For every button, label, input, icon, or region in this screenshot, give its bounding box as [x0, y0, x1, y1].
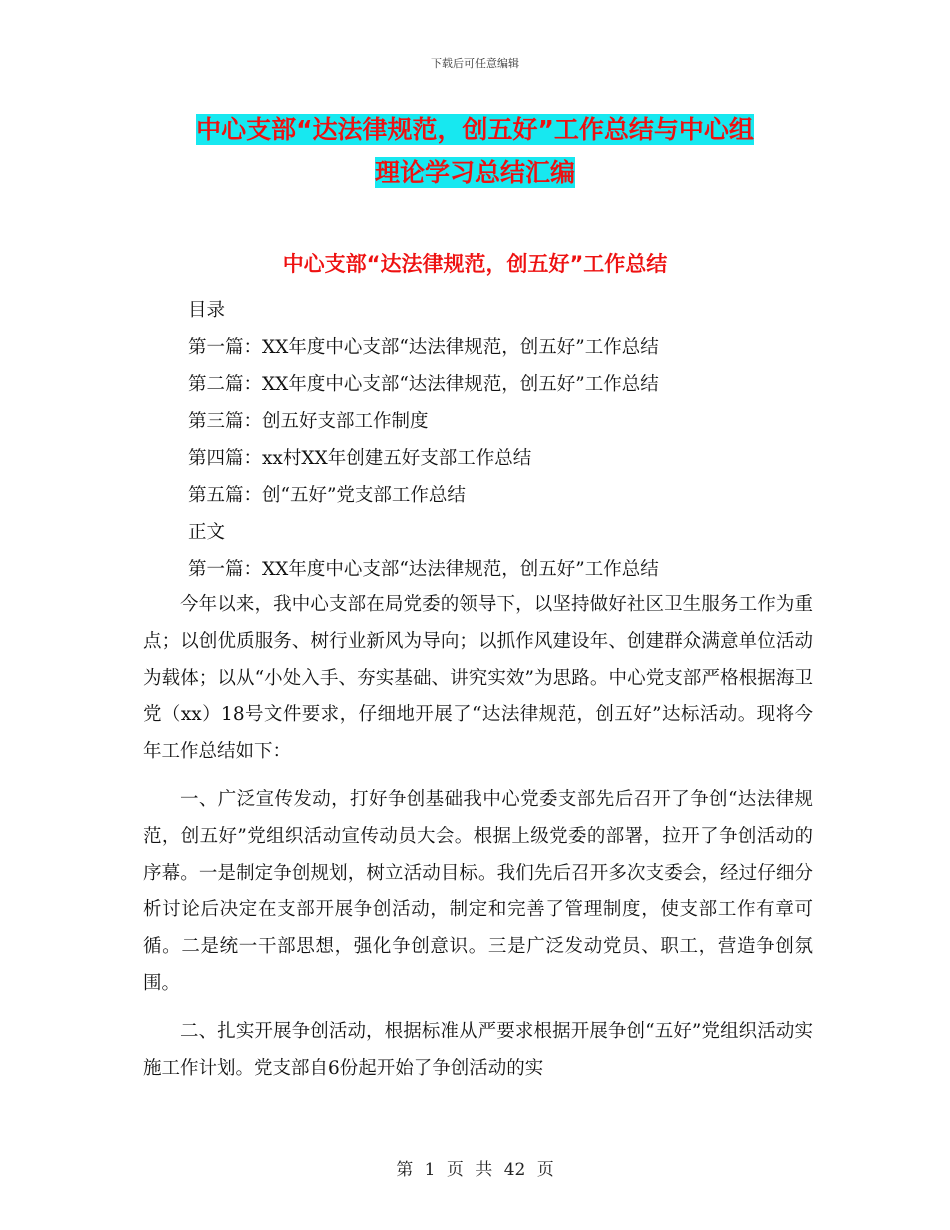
body-paragraph: 二、扎实开展争创活动，根据标准从严要求根据开展争创“五好”党组织活动实施工作计划。党支部自6份起开始了争创活动的实 [143, 1020, 813, 1079]
toc-item: 第二篇：XX年度中心支部“达法律规范，创五好”工作总结 [188, 374, 659, 395]
toc-heading: 目录 [188, 300, 226, 321]
toc-item: 第三篇：创五好支部工作制度 [188, 411, 429, 432]
page-header-note: 下载后可任意编辑 [431, 57, 519, 70]
document-title-line-2 [0, 151, 950, 194]
section-title: 中心支部“达法律规范，创五好”工作总结 [282, 252, 668, 276]
body-text [143, 587, 813, 1098]
document-title [0, 108, 950, 194]
body-paragraph: 今年以来，我中心支部在局党委的领导下，以坚持做好社区卫生服务工作为重点；以创优质服务、树行业新风为导向；以抓作风建设年、创建群众满意单位活动为载体；以从“小处入手、夯实基础、讲究实效”为思路。中心党支部严格根据海卫党（xx）18号文件要求，仔细地开展了“达法律规范，创五好”达标活动。现将今年工作总结如下： [143, 594, 813, 763]
toc-item: 第四篇：xx村XX年创建五好支部工作总结 [188, 448, 532, 469]
body-paragraph: 一、广泛宣传发动，打好争创基础我中心党委支部先后召开了争创“达法律规范，创五好”党组织活动宣传动员大会。根据上级党委的部署，拉开了争创活动的序幕。一是制定争创规划，树立活动目标。我们先后召开多次支委会，经过仔细分析讨论后决定在支部开展争创活动，制定和完善了管理制度，使支部工作有章可循。二是统一干部思想，强化争创意识。三是广泛发动党员、职工，营造争创氛围。 [143, 788, 813, 994]
document-title-line-1 [0, 108, 950, 151]
table-of-contents [188, 292, 828, 588]
toc-item: 第一篇：XX年度中心支部“达法律规范，创五好”工作总结 [188, 337, 659, 358]
page-number: 第 1 页 共 42 页 [396, 1160, 554, 1180]
first-article-heading: 第一篇：XX年度中心支部“达法律规范，创五好”工作总结 [188, 559, 659, 580]
title-highlight-2: 理论学习总结汇编 [374, 158, 575, 187]
body-heading: 正文 [188, 522, 226, 543]
title-highlight-1: 中心支部“达法律规范，创五好”工作总结与中心组 [196, 115, 754, 144]
toc-item: 第五篇：创“五好”党支部工作总结 [188, 485, 466, 506]
